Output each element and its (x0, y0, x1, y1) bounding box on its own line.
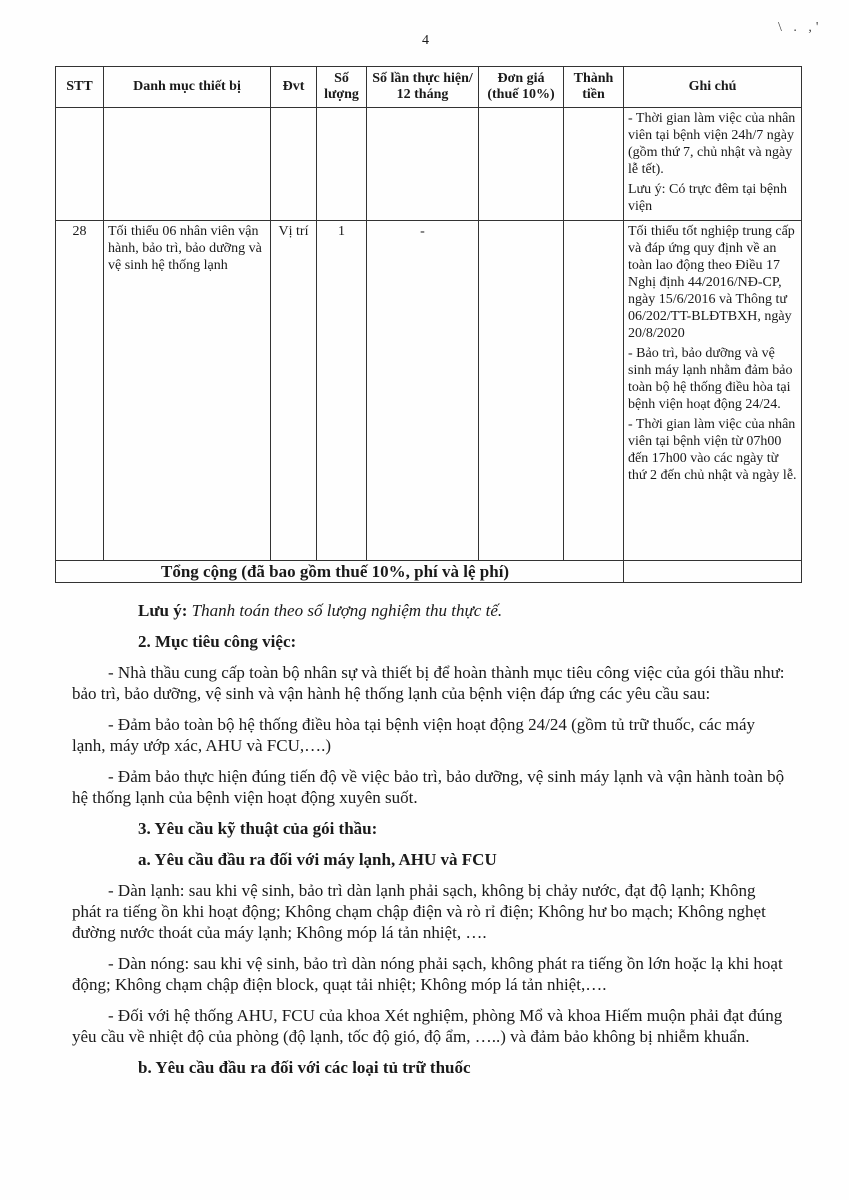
total-row (56, 561, 802, 583)
note-text: Tối thiểu tốt nghiệp trung cấp và đáp ứng quy định về an toàn lao động theo Điều 17 Nghị định 44/2016/NĐ-CP, ngày 15/6/2016 và Thông tư 06/202/TT-BLĐTBXH, ngày 20/8/2020 (628, 224, 795, 341)
total-label: Tổng cộng (đã bao gồm thuế 10%, phí và lệ phí) (56, 561, 624, 583)
header-unit-price: Đơn giá (thuế 10%) (479, 67, 564, 108)
table-row (56, 221, 802, 561)
header-quantity: Số lượng (317, 67, 367, 108)
unit-cell: Vị trí (271, 221, 317, 561)
note-text: Thanh toán theo số lượng nghiệm thu thực tế. (191, 601, 503, 620)
note-label: Lưu ý: (138, 601, 188, 620)
header-item: Danh mục thiết bị (104, 67, 271, 108)
note-text: - Bảo trì, bảo dưỡng và vệ sinh máy lạnh nhằm đảm bảo toàn bộ hệ thống điều hòa tại bệnh viện hoạt động 24/24. (628, 346, 793, 412)
paragraph: - Dàn nóng: sau khi vệ sinh, bảo trì dàn nóng phải sạch, không phát ra tiếng ồn lớn hoặc lạ khi hoạt động; Không chạm chập điện block, quạt tải nhiệt; Không móp lá tản nhiệt,…. (72, 954, 783, 994)
header-notes: Ghi chú (624, 67, 802, 108)
section-3-title: 3. Yêu cầu kỹ thuật của gói thầu: (138, 819, 378, 838)
header-unit: Đvt (271, 67, 317, 108)
times-cell: - (367, 221, 479, 561)
notes-cell (624, 108, 802, 221)
table-row (56, 108, 802, 221)
note-text: Lưu ý: Có trực đêm tại bệnh viện (628, 182, 788, 214)
table-header-row (56, 67, 802, 108)
header-amount: Thành tiền (564, 67, 624, 108)
notes-cell (624, 221, 802, 561)
paragraph: - Đảm bảo thực hiện đúng tiến độ về việc bảo trì, bảo dưỡng, vệ sinh máy lạnh và vận hành toàn bộ hệ thống lạnh của bệnh viện hoạt động xuyên suốt. (72, 767, 785, 807)
document-body (72, 600, 786, 1088)
section-2-title: 2. Mục tiêu công việc: (138, 632, 297, 651)
note-text: - Thời gian làm việc của nhân viên tại bệnh viện 24h/7 ngày (gồm thứ 7, chủ nhật và ngày lễ tết). (628, 111, 796, 177)
payment-note (138, 600, 786, 621)
header-stt: STT (56, 67, 104, 108)
corner-mark: \ . ,' (778, 20, 823, 35)
note-text: - Thời gian làm việc của nhân viên tại bệnh viện từ 07h00 đến 17h00 vào các ngày từ thứ 2 đến chủ nhật và ngày lễ. (628, 417, 797, 483)
paragraph: - Đảm bảo toàn bộ hệ thống điều hòa tại bệnh viện hoạt động 24/24 (gồm tủ trữ thuốc, các máy lạnh, máy ướp xác, AHU và FCU,….) (72, 715, 756, 755)
equipment-table (55, 66, 802, 583)
section-3b-title: b. Yêu cầu đầu ra đối với các loại tủ trữ thuốc (138, 1058, 471, 1077)
item-cell: Tối thiểu 06 nhân viên vận hành, bảo trì, bảo dưỡng và vệ sinh hệ thống lạnh (104, 221, 271, 561)
stt-cell: 28 (56, 221, 104, 561)
header-times: Số lần thực hiện/ 12 tháng (367, 67, 479, 108)
section-3a-title: a. Yêu cầu đầu ra đối với máy lạnh, AHU và FCU (138, 850, 497, 869)
paragraph: - Dàn lạnh: sau khi vệ sinh, bảo trì dàn lạnh phải sạch, không bị chảy nước, đạt độ lạnh; Không phát ra tiếng ồn khi hoạt động; Không chạm chập điện và rò rỉ điện; Không hư bo mạch; Không nghẹt đường nước thoát của máy lạnh; Không móp lá tản nhiệt, …. (72, 881, 766, 942)
page-number: 4 (422, 33, 429, 48)
paragraph: - Đối với hệ thống AHU, FCU của khoa Xét nghiệm, phòng Mổ và khoa Hiếm muộn phải đạt đúng yêu cầu về nhiệt độ của phòng (độ lạnh, tốc độ gió, độ ẩm, …..) và đảm bảo không bị nhiễm khuẩn. (72, 1006, 783, 1046)
quantity-cell: 1 (317, 221, 367, 561)
paragraph: - Nhà thầu cung cấp toàn bộ nhân sự và thiết bị để hoàn thành mục tiêu công việc của gói thầu như: bảo trì, bảo dưỡng, vệ sinh và vận hành hệ thống lạnh của bệnh viện đáp ứng các yêu cầu sau: (72, 663, 785, 703)
